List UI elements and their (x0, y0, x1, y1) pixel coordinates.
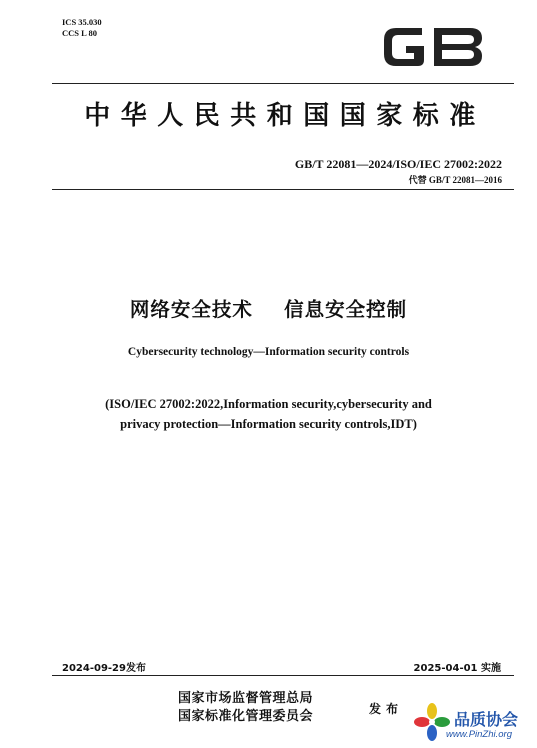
classification-codes (62, 17, 102, 39)
implementation-date: 2025-04-01 实施 (413, 663, 501, 674)
issuing-authorities (178, 690, 313, 726)
ccs-code: CCS L 80 (62, 28, 97, 38)
watermark-url: www.PinZhi.org (446, 729, 512, 740)
header-rule-top (52, 83, 514, 84)
issuer-line2: 国家标准化管理委员会 (178, 709, 314, 724)
header-rule-bottom (52, 189, 514, 190)
issuer-line1: 国家市场监督管理总局 (178, 691, 314, 706)
english-title: Cybersecurity technology—Information security controls (127, 346, 410, 358)
replaces-line (409, 173, 502, 186)
iso-title-line1: (ISO/IEC 27002:2022,Information security,cybersecurity and (105, 397, 432, 411)
national-standard-title: 中华人民共和国国家标准 (84, 101, 486, 131)
publish-label: 发布 (369, 702, 404, 716)
iso-title-line2: privacy protection—Information security controls,IDT) (120, 417, 417, 431)
iso-equivalent-title (0, 394, 537, 434)
watermark-name: 品质协会 (454, 710, 519, 729)
replaces-code: GB/T 22081—2016 (428, 175, 502, 185)
standard-code: GB/T 22081—2024/ISO/IEC 27002:2022 (294, 157, 502, 171)
gb-logo (378, 18, 488, 76)
footer-rule (52, 675, 514, 676)
chinese-title: 网络安全技术 信息安全控制 (129, 298, 408, 321)
replaces-prefix: 代替 (408, 175, 427, 185)
ics-code: ICS 35.030 (62, 17, 102, 27)
issue-date: 2024-09-29发布 (62, 663, 146, 674)
